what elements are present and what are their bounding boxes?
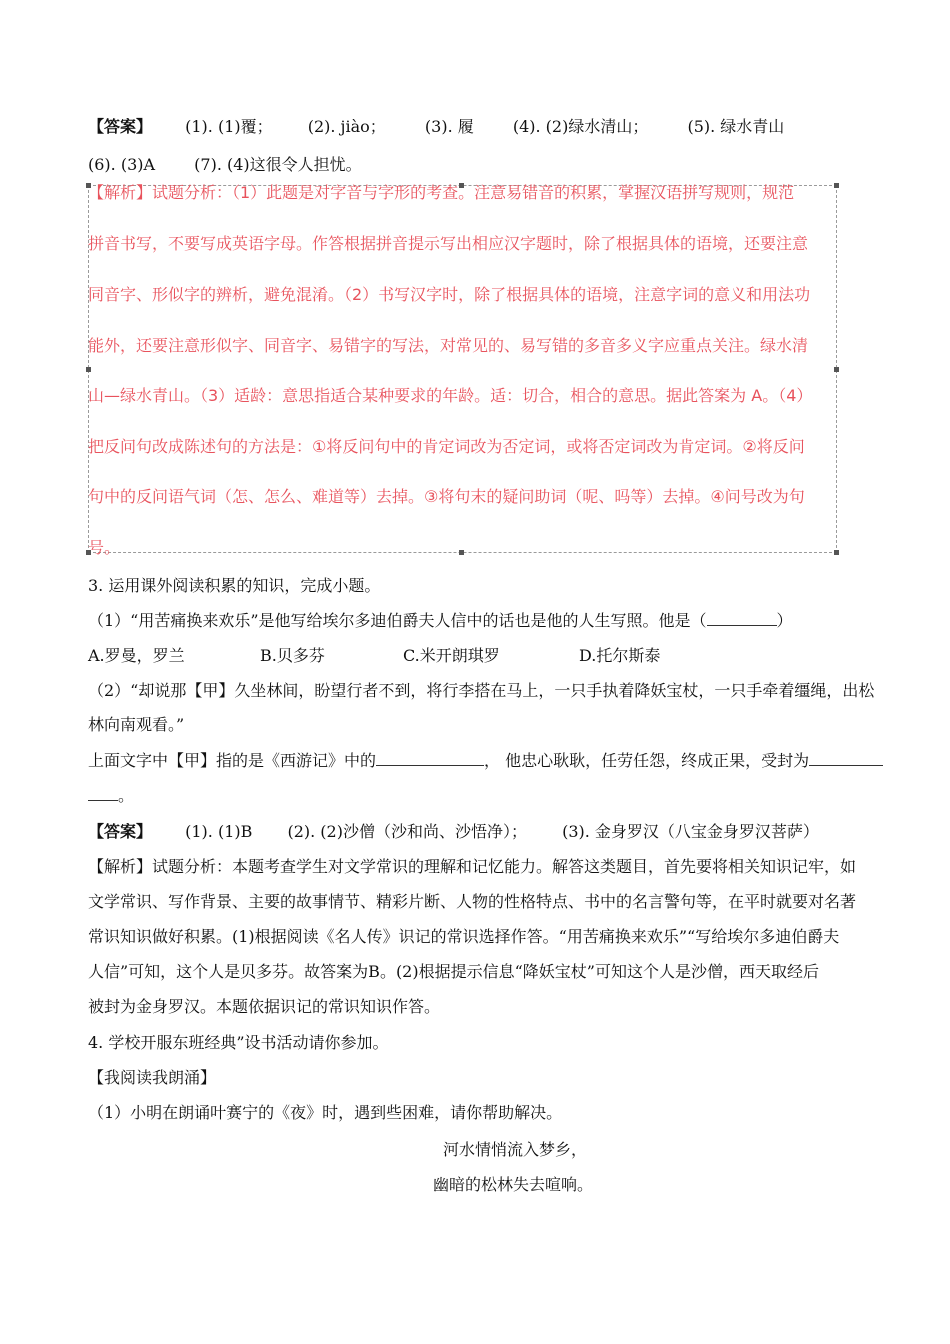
- analysis-line: 被封为金身罗汉。本题依据识记的常识知识作答。: [88, 997, 441, 1016]
- question-text: ， 他忠心耿耿，任劳任怨，终成正果，受封为: [484, 751, 810, 770]
- answer-item: (3). 履: [424, 117, 474, 136]
- answer-item: (6). (3)A: [88, 155, 156, 174]
- question-text: ）: [776, 611, 793, 630]
- answer-line: [88, 822, 819, 842]
- answer-item: (2). (2)沙僧（沙和尚、沙悟净）；: [287, 822, 527, 841]
- analysis-line: 同音字、形似字的辨析，避免混淆。（2）书写汉字时，除了根据具体的语境，注意字词的意义和用法功: [88, 285, 811, 304]
- question-title: 4. 学校开服东班经典”设书活动请你参加。: [88, 1033, 389, 1052]
- option-b: B.贝多芬: [260, 646, 325, 665]
- resize-handle[interactable]: [834, 550, 839, 555]
- answer-item: (1). (1)B: [185, 822, 253, 841]
- analysis-line: 能外，还要注意形似字、同音字、易错字的写法，对常见的、易写错的多音多义字应重点关注。绿水清: [88, 336, 809, 355]
- answer-blank[interactable]: [88, 786, 118, 801]
- analysis-line: 【解析】试题分析：（1）此题是对字音与字形的考查。注意易错音的积累，掌握汉语拼写规则，规范: [88, 183, 795, 202]
- question-sub2-line2: 林向南观看。”: [88, 715, 185, 734]
- question-sub2-q: [88, 751, 883, 771]
- poem-line: 幽暗的松林失去喧响。: [433, 1175, 594, 1194]
- section-heading: 【我阅读我朗涌】: [88, 1068, 217, 1087]
- option-c: C.米开朗琪罗: [403, 646, 500, 665]
- question-sub2-q-cont: [88, 786, 134, 806]
- analysis-line: 把反问句改成陈述句的方法是：①将反问句中的肯定词改为否定词，或将否定词改为肯定词。②将反问: [88, 437, 805, 456]
- question-sub1: [88, 611, 793, 631]
- analysis-line: 人信”可知，这个人是贝多芬。故答案为B。(2)根据提示信息“降妖宝杖”可知这个人是沙僧，西天取经后: [88, 962, 819, 981]
- answer-item: (1). (1)覆；: [185, 117, 273, 136]
- analysis-line: 常识知识做好积累。(1)根据阅读《名人传》识记的常识选择作答。“用苦痛换来欢乐”“写给埃尔多迪伯爵夫: [88, 927, 840, 946]
- resize-handle[interactable]: [834, 183, 839, 188]
- analysis-line: 号。: [88, 538, 121, 557]
- resize-handle[interactable]: [459, 550, 464, 555]
- options-row: [88, 646, 660, 666]
- answer-line-2: [88, 155, 362, 175]
- option-d: D.托尔斯泰: [579, 646, 661, 665]
- analysis-line: 拼音书写，不要写成英语字母。作答根据拼音提示写出相应汉字题时，除了根据具体的语境，还要注意: [88, 234, 809, 253]
- answer-label: 【答案】: [88, 117, 153, 136]
- resize-handle[interactable]: [834, 367, 839, 372]
- question-sub1: （1）小明在朗诵叶赛宁的《夜》时，遇到些困难，请你帮助解决。: [88, 1103, 563, 1122]
- question-text: 。: [118, 786, 135, 805]
- poem-line: 河水情悄流入梦乡，: [443, 1140, 588, 1159]
- answer-label: 【答案】: [88, 822, 153, 841]
- analysis-line: 【解析】试题分析：本题考查学生对文学常识的理解和记忆能力。解答这类题目，首先要将相关知识记牢，如: [88, 857, 857, 876]
- analysis-line: 山—绿水青山。（3）适龄：意思指适合某种要求的年龄。适：切合，相合的意思。据此答案为 A。（4）: [88, 386, 813, 405]
- answer-blank[interactable]: [707, 611, 777, 626]
- answer-blank[interactable]: [376, 751, 484, 766]
- resize-handle[interactable]: [86, 367, 91, 372]
- answer-item: (4). (2)绿水清山；: [512, 117, 649, 136]
- answer-item: (3). 金身罗汉（八宝金身罗汉菩萨）: [562, 822, 819, 841]
- option-a: A.罗曼，罗兰: [88, 646, 185, 665]
- answer-item: (2). jiào；: [307, 117, 386, 136]
- question-sub2-line1: （2）“却说那【甲】久坐林间，盼望行者不到，将行李搭在马上，一只手执着降妖宝杖，一只手牵着缰绳，出松: [88, 681, 875, 700]
- answer-blank[interactable]: [809, 751, 883, 766]
- analysis-line: 文学常识、写作背景、主要的故事情节、精彩片断、人物的性格特点、书中的名言警句等，在平时就要对名著: [88, 892, 857, 911]
- question-title: 3. 运用课外阅读积累的知识，完成小题。: [88, 576, 381, 595]
- question-text: 上面文字中【甲】指的是《西游记》中的: [88, 751, 377, 770]
- analysis-line: 句中的反问语气词（怎、怎么、难道等）去掉。③将句末的疑问助词（呢、吗等）去掉。④问号改为句: [88, 487, 805, 506]
- answer-line-1: [88, 117, 784, 137]
- question-text: （1）“用苦痛换来欢乐”是他写给埃尔多迪伯爵夫人信中的话也是他的人生写照。他是（: [88, 611, 707, 630]
- answer-item: (5). 绿水青山: [687, 117, 785, 136]
- answer-item: (7). (4)这很令人担忧。: [194, 155, 362, 174]
